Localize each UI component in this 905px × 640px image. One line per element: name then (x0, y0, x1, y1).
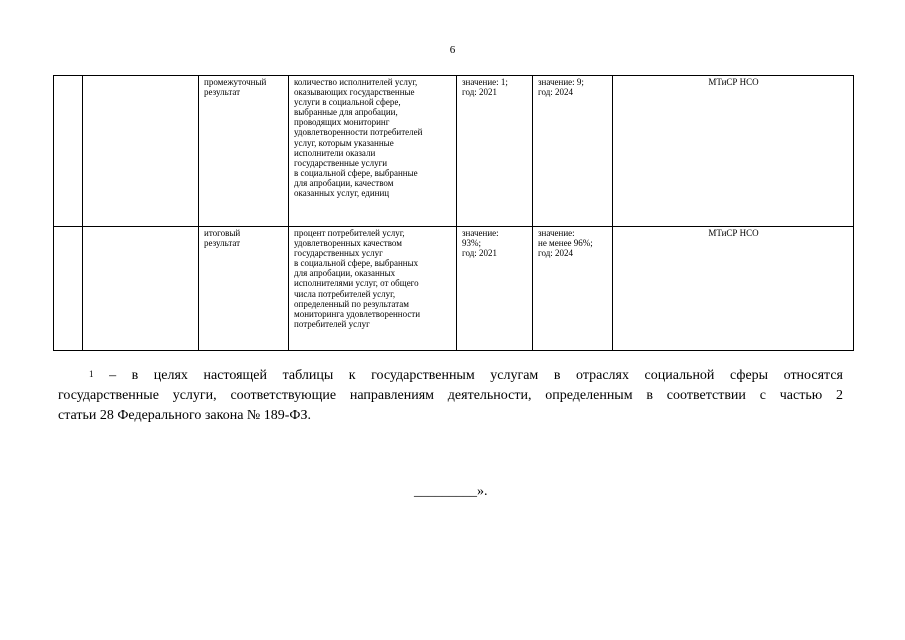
indicator-line: услуг, которым указанные (294, 137, 394, 148)
target-value-line: значение: (538, 228, 575, 238)
indicator-line: оказанных услуг, единиц (294, 188, 390, 199)
base-value-line: год: 2021 (462, 248, 498, 259)
indicator-line: определенный по результатам (294, 298, 409, 309)
target-value-line: год: 2024 (538, 87, 574, 98)
indicator-line: процент потребителей услуг, (294, 228, 405, 238)
footnote-line: государственные услуги, соответствующие направлениям деятельности, определенным в соответствии с частью 2 (58, 388, 843, 403)
footnote-text-first: – в целях настоящей таблицы к государственным услугам в отраслях социальной сферы относятся (109, 368, 843, 383)
indicator-line: потребителей услуг (294, 318, 370, 329)
indicator-line: выбранные для апробации, (294, 107, 398, 118)
target-value-line: не менее 96%; (538, 238, 593, 249)
footnote-line (58, 366, 843, 386)
indicator-cell (289, 227, 457, 351)
indicator-line: исполнителями услуг, от общего (294, 278, 419, 289)
result-type-line: итоговый (204, 228, 241, 238)
responsible-cell: МТиСР НСО (613, 227, 854, 351)
base-value-cell (457, 227, 533, 351)
indicator-line: оказывающих государственные (294, 87, 415, 98)
row-number-cell (54, 227, 83, 351)
indicator-cell (289, 76, 457, 227)
target-value-line: значение: 9; (538, 77, 584, 87)
result-type-line: результат (204, 238, 241, 249)
indicator-line: для апробации, оказанных (294, 268, 396, 279)
page-number: 6 (449, 44, 456, 56)
result-type-cell (199, 227, 289, 351)
results-table (53, 75, 854, 351)
indicator-line: для апробации, качеством (294, 177, 394, 188)
closing-mark: _________». (414, 484, 488, 499)
indicator-line: государственные услуги (294, 157, 388, 168)
indicator-line: количество исполнителей услуг, (294, 77, 418, 87)
footnote-mark: 1 (89, 369, 94, 379)
footnote (58, 366, 843, 426)
indicator-line: в социальной сфере, выбранных (294, 258, 419, 269)
base-value-line: значение: (462, 228, 499, 238)
indicator-line: мониторинга удовлетворенности (294, 308, 421, 319)
result-type-line: результат (204, 87, 241, 98)
footnote-line: статьи 28 Федерального закона № 189-ФЗ. (58, 408, 312, 423)
target-value-line: год: 2024 (538, 248, 574, 259)
base-value-line: 93%; (462, 238, 481, 249)
result-type-cell (199, 76, 289, 227)
target-value-cell (533, 76, 613, 227)
task-cell (83, 227, 199, 351)
row-number-cell (54, 76, 83, 227)
responsible-cell: МТиСР НСО (613, 76, 854, 227)
table-row-final-result (54, 227, 854, 351)
target-value-cell (533, 227, 613, 351)
indicator-line: проводящих мониторинг (294, 117, 390, 128)
indicator-line: числа потребителей услуг, (294, 288, 396, 299)
indicator-line: услуги в социальной сфере, (294, 97, 401, 108)
result-type-line: промежуточный (204, 77, 267, 87)
indicator-line: удовлетворенности потребителей (294, 127, 423, 138)
indicator-line: удовлетворенных качеством (294, 238, 402, 249)
base-value-line: год: 2021 (462, 87, 498, 98)
base-value-line: значение: 1; (462, 77, 508, 87)
indicator-line: в социальной сфере, выбранные (294, 167, 418, 178)
base-value-cell (457, 76, 533, 227)
indicator-line: государственных услуг (294, 248, 383, 259)
indicator-line: исполнители оказали (294, 147, 376, 158)
task-cell (83, 76, 199, 227)
table-row-interim-result (54, 76, 854, 227)
